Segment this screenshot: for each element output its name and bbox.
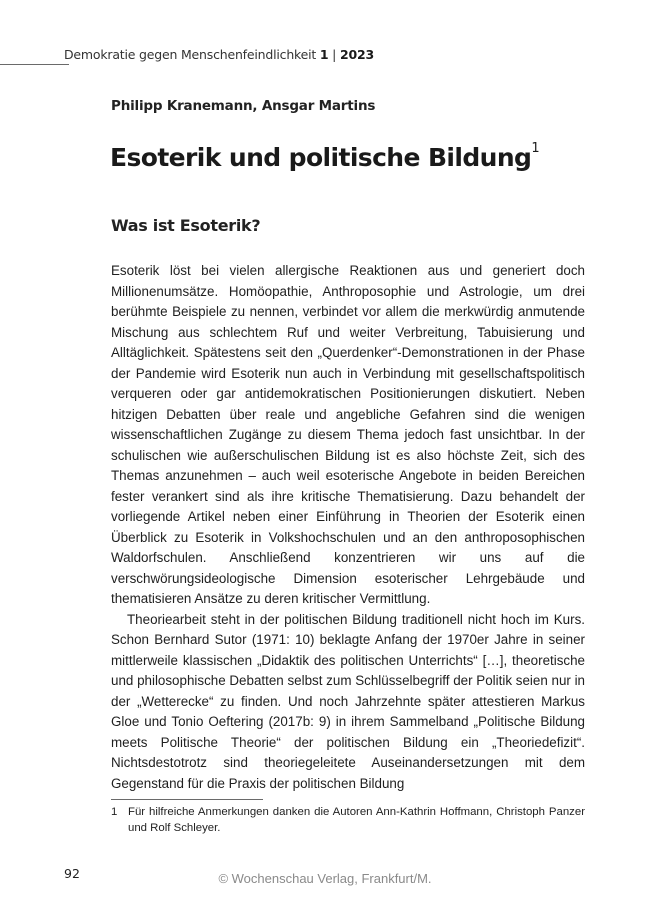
article-title: Esoterik und politische Bildung [110, 143, 532, 172]
journal-name: Demokratie gegen Menschenfeindlichkeit [64, 47, 317, 62]
copyright-notice: © Wochenschau Verlag, Frankfurt/M. [218, 871, 432, 886]
article-title-block [110, 143, 539, 172]
running-head-separator: | [332, 47, 337, 62]
footnote-number: 1 [111, 806, 118, 818]
running-head [64, 47, 374, 62]
issue-year: 2023 [339, 47, 374, 62]
issue-number: 1 [319, 47, 329, 62]
article-authors: Philipp Kranemann, Ansgar Martins [111, 98, 376, 114]
footnote-text: Für hilfreiche Anmerkungen danken die Autoren Ann-Kathrin Hoffmann, Christoph Panzer und Rolf Schleyer. [128, 806, 585, 834]
body-paragraph-2: Theoriearbeit steht in der politischen Bildung traditionell nicht hoch im Kurs. Schon Bernhard Sutor (1971: 10) beklagte Anfang der 1970er Jahre in seiner mittlerweile klassischen „Didaktik des politischen Unterrichts“ […], theoretische und philosophische Debatten selbst zum Schlüsselbegriff der Politik seien nur in der „Wetterecke“ zu finden. Und noch Jahrzehnte später attestieren Markus Gloe und Tonio Oeftering (2017b: 9) in ihrem Sammelband „Politische Bildung meets Politische Theorie“ der politischen Bildung ein „Theoriedefizit“. Nichtsdestotrotz sind theoriegeleitete Auseinandersetzungen mit dem Gegenstand für die Praxis der politischen Bildung [111, 611, 585, 791]
article-body [111, 261, 585, 794]
header-rule [0, 64, 69, 65]
footnote-rule [111, 799, 263, 800]
body-paragraph-1: Esoterik löst bei vielen allergische Reaktionen aus und generiert doch Millionenumsätze. Homöopathie, Anthroposophie und Astrologie, um drei berühmte Beispiele zu nennen, verbindet vor allem die merkwürdig anmutende Mischung aus schlechtem Ruf und weiter Verbreitung, Tabuisierung und Alltäglichkeit. Spätestens seit den „Querdenker“-Demonstrationen in der Phase der Pandemie wird Esoterik nun auch in Verbindung mit gesellschaftspolitisch verqueren oder gar antidemokratischen Positionierungen diskutiert. Neben hitzigen Debatten über reale und angebliche Gefahren sind die wenigen wissenschaftlichen Zugänge zu diesem Thema jedoch fast unsichtbar. In der schulischen wie außerschulischen Bildung ist es also höchste Zeit, sich des Themas anzunehmen – auch weil esoterische Angebote in beiden Bereichen fester verankert sind als ihre kritische Thematisierung. Dazu behandelt der vorliegende Artikel neben einer Einführung in Theorien der Esoterik einen Überblick zu Esoterik in Volkshochschulen und an den anthroposophischen Waldorfschulen. Anschließend konzentrieren wir uns auf die verschwörungsideologische Dimension esoterischer Lehrgebäude und thematisieren Ansätze zu deren kritischer Vermittlung. [111, 263, 585, 606]
section-heading: Was ist Esoterik? [111, 216, 261, 235]
footnote [111, 804, 585, 836]
page-number: 92 [64, 866, 80, 881]
title-footnote-mark: 1 [531, 141, 540, 156]
